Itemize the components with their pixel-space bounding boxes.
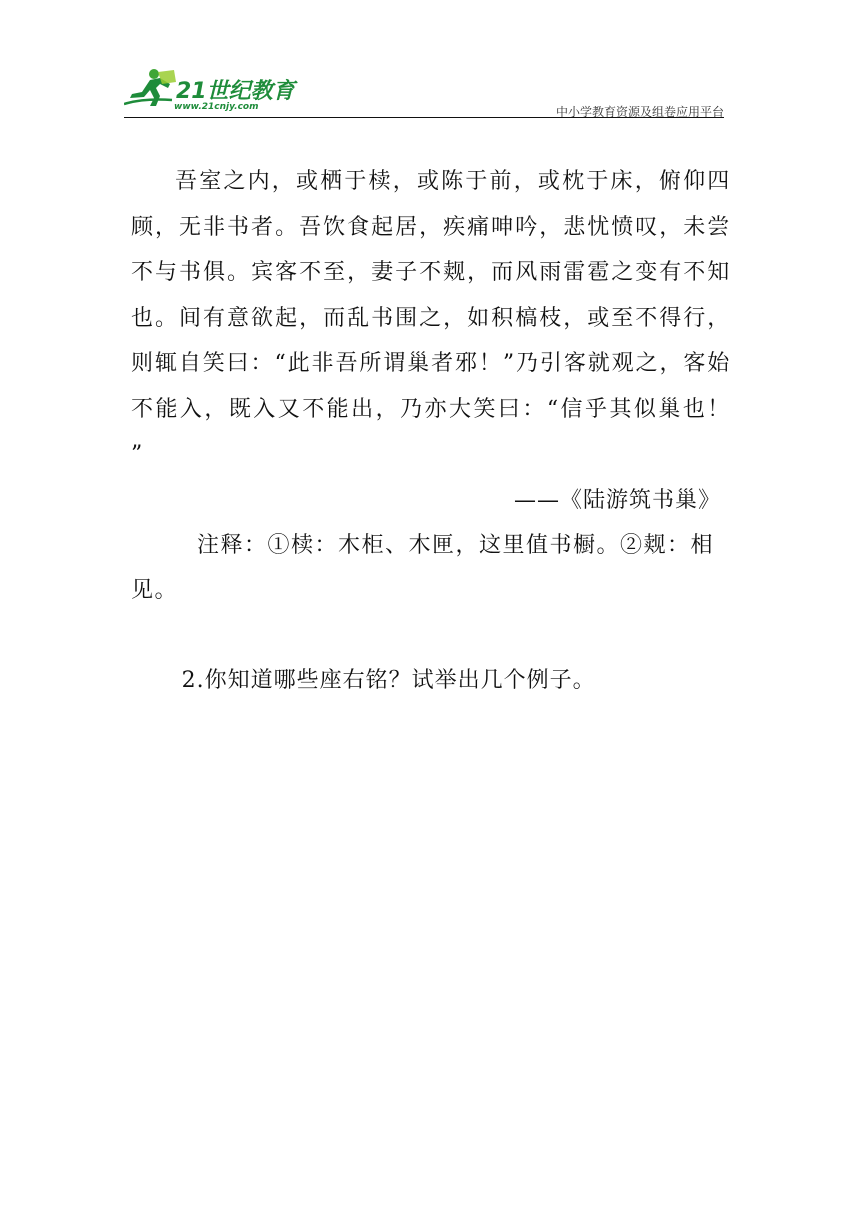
annotation-note: 注释：①椟：木柜、木匣，这里值书橱。②觌：相见。	[131, 532, 715, 603]
platform-label: 中小学教育资源及组卷应用平台	[555, 105, 724, 119]
passage-source: ——《陆游筑书巢》	[513, 487, 721, 513]
logo-text: 21世纪教育	[176, 79, 295, 104]
page-header	[124, 62, 724, 120]
logo-url: www.21cnjy.com	[174, 102, 259, 112]
document-body	[131, 159, 731, 703]
logo	[124, 62, 294, 114]
passage-paragraph: 吾室之内，或栖于椟，或陈于前，或枕于床，俯仰四顾，无非书者。吾饮食起居，疾痛呻吟，悲忧愤叹，未尝不与书俱。宾客不至，妻子不觌，而风雨雷雹之变有不知也。间有意欲起，而乱书围之，如积槁枝，或至不得行，则辄自笑曰：“此非吾所谓巢者邪！”乃引客就观之，客始不能入，既入又不能出，乃亦大笑曰：“信乎其似巢也！ ”	[131, 169, 731, 467]
header-divider	[124, 117, 724, 118]
runner-logo-icon	[124, 68, 180, 108]
question-2: 2.你知道哪些座右铭？试举出几个例子。	[181, 667, 596, 693]
